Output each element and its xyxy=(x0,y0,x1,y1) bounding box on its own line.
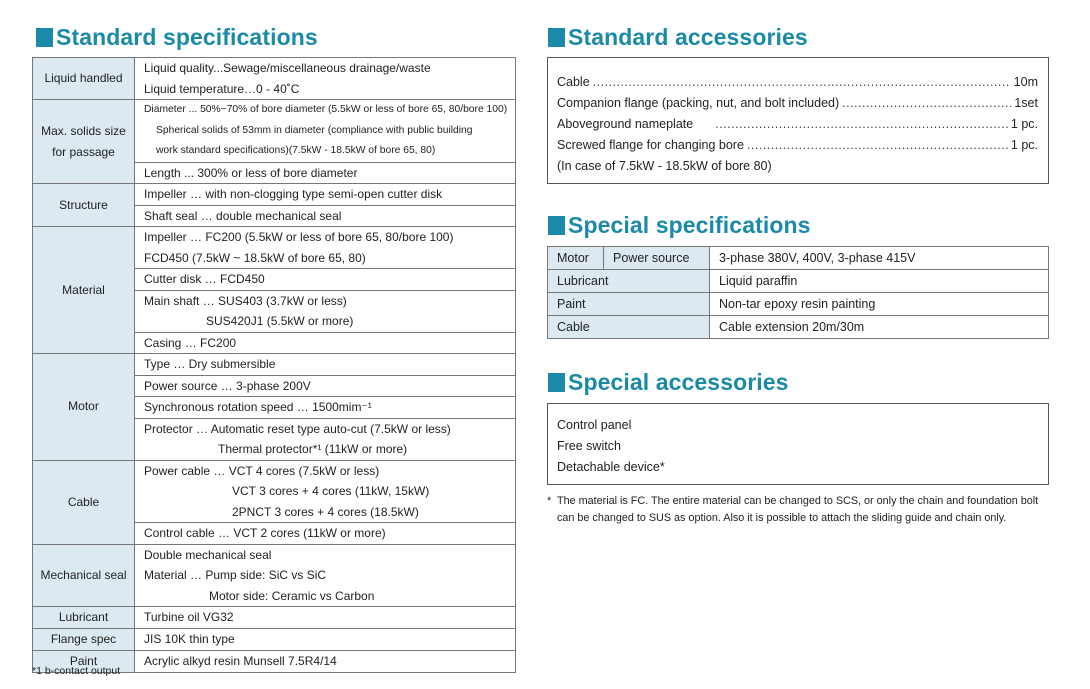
heading-text: Special specifications xyxy=(568,212,811,238)
footnote-text: The material is FC. The entire material can be changed to SCS, or only the chain and foundation bolt can be changed to SUS as option. Also it is possible to attach the sliding guide and chain only. xyxy=(557,495,1039,524)
list-item-note: (In case of 7.5kW - 18.5kW of bore 80) xyxy=(557,159,772,173)
row-value: Control cable … VCT 2 cores (11kW or more) xyxy=(135,523,516,545)
special-specifications-heading xyxy=(548,212,811,239)
row-label: Material xyxy=(33,227,135,354)
standard-accessories-box xyxy=(547,57,1049,184)
row-value: Shaft seal … double mechanical seal xyxy=(135,205,516,227)
special-specifications-table xyxy=(547,246,1049,339)
standard-specifications-heading xyxy=(36,24,318,51)
standard-accessories-heading xyxy=(548,24,808,51)
table-row xyxy=(548,293,1049,316)
table-row xyxy=(548,270,1049,293)
table-row xyxy=(33,58,516,100)
list-item: Control panel xyxy=(557,418,632,432)
table-row xyxy=(33,544,516,607)
row-label: Paint xyxy=(548,293,710,316)
table-row xyxy=(33,227,516,269)
heading-text: Special accessories xyxy=(568,369,789,395)
row-value: Synchronous rotation speed … 1500mim⁻¹ xyxy=(135,397,516,419)
row-label: Cable xyxy=(548,316,710,339)
heading-square-icon xyxy=(548,28,565,47)
row-value: Turbine oil VG32 xyxy=(135,607,516,629)
row-value: Length ... 300% or less of bore diameter xyxy=(135,162,516,184)
row-value: Main shaft … SUS403 (3.7kW or less) SUS420J1 (5.5kW or more) xyxy=(135,290,516,332)
row-value: Double mechanical seal Material … Pump side: SiC vs SiC Motor side: Ceramic vs Carbon xyxy=(135,544,516,607)
table-row xyxy=(33,629,516,651)
row-value: 3-phase 380V, 400V, 3-phase 415V xyxy=(710,247,1049,270)
row-value: Acrylic alkyd resin Munsell 7.5R4/14 xyxy=(135,651,516,673)
row-value: Type … Dry submersible xyxy=(135,354,516,376)
special-accessories-box xyxy=(547,403,1049,485)
list-item: Aboveground nameplate ..... 1 pc. xyxy=(557,114,1038,135)
row-value: Power source … 3-phase 200V xyxy=(135,375,516,397)
heading-text: Standard specifications xyxy=(56,24,318,50)
row-value: Cutter disk … FCD450 xyxy=(135,269,516,291)
list-item: Detachable device* xyxy=(557,460,665,474)
list-item: Free switch xyxy=(557,439,621,453)
table-row xyxy=(33,354,516,376)
row-label: Paint xyxy=(33,651,135,673)
row-value: JIS 10K thin type xyxy=(135,629,516,651)
row-value: Liquid quality...Sewage/miscellaneous drainage/waste Liquid temperature…0 - 40˚C xyxy=(135,58,516,100)
table-row xyxy=(33,100,516,163)
row-value: Diameter ... 50%~70% of bore diameter (5.5kW or less of bore 65, 80/bore 100) Spherical solids of 53mm in diameter (compliance with public building work standard specifications)(7.5kW - 18.5kW of bore 65, 80) xyxy=(135,100,516,163)
footnote-left: *1 b-contact output xyxy=(32,665,121,677)
row-value: Impeller … FC200 (5.5kW or less of bore 65, 80/bore 100) FCD450 (7.5kW ~ 18.5kW of bore 65, 80) xyxy=(135,227,516,269)
row-label: Max. solids size for passage xyxy=(33,100,135,184)
row-label: Cable xyxy=(33,460,135,544)
special-accessories-heading xyxy=(548,369,789,396)
heading-square-icon xyxy=(548,216,565,235)
row-value: Cable extension 20m/30m xyxy=(710,316,1049,339)
heading-square-icon xyxy=(548,373,565,392)
row-label: Mechanical seal xyxy=(33,544,135,607)
list-item: Cable ..... 10m xyxy=(557,72,1038,93)
table-row xyxy=(548,316,1049,339)
row-label: Flange spec xyxy=(33,629,135,651)
standard-specifications-table xyxy=(32,57,516,673)
row-label: Liquid handled xyxy=(33,58,135,100)
row-value: Non-tar epoxy resin painting xyxy=(710,293,1049,316)
footnote-star: * xyxy=(547,495,552,507)
table-row xyxy=(548,247,1049,270)
row-label: Motor xyxy=(33,354,135,461)
list-item: Screwed flange for changing bore ..... 1 pc. xyxy=(557,135,1038,156)
row-label: Lubricant xyxy=(33,607,135,629)
table-row xyxy=(33,184,516,206)
row-label: Lubricant xyxy=(548,270,710,293)
table-row xyxy=(33,460,516,523)
heading-text: Standard accessories xyxy=(568,24,808,50)
row-label: Motor xyxy=(548,247,604,270)
heading-square-icon xyxy=(36,28,53,47)
table-row xyxy=(33,607,516,629)
row-value: Protector … Automatic reset type auto-cut (7.5kW or less) Thermal protector*¹ (11kW or more) xyxy=(135,418,516,460)
row-label: Structure xyxy=(33,184,135,227)
row-value: Impeller … with non-clogging type semi-open cutter disk xyxy=(135,184,516,206)
row-value: Liquid paraffin xyxy=(710,270,1049,293)
row-sublabel: Power source xyxy=(604,247,710,270)
footnote-right xyxy=(547,493,1052,527)
list-item: Companion flange (packing, nut, and bolt included) ..... 1set xyxy=(557,93,1038,114)
row-value: Power cable … VCT 4 cores (7.5kW or less) VCT 3 cores + 4 cores (11kW, 15kW) 2PNCT 3 cores + 4 cores (18.5kW) xyxy=(135,460,516,523)
row-value: Casing … FC200 xyxy=(135,332,516,354)
